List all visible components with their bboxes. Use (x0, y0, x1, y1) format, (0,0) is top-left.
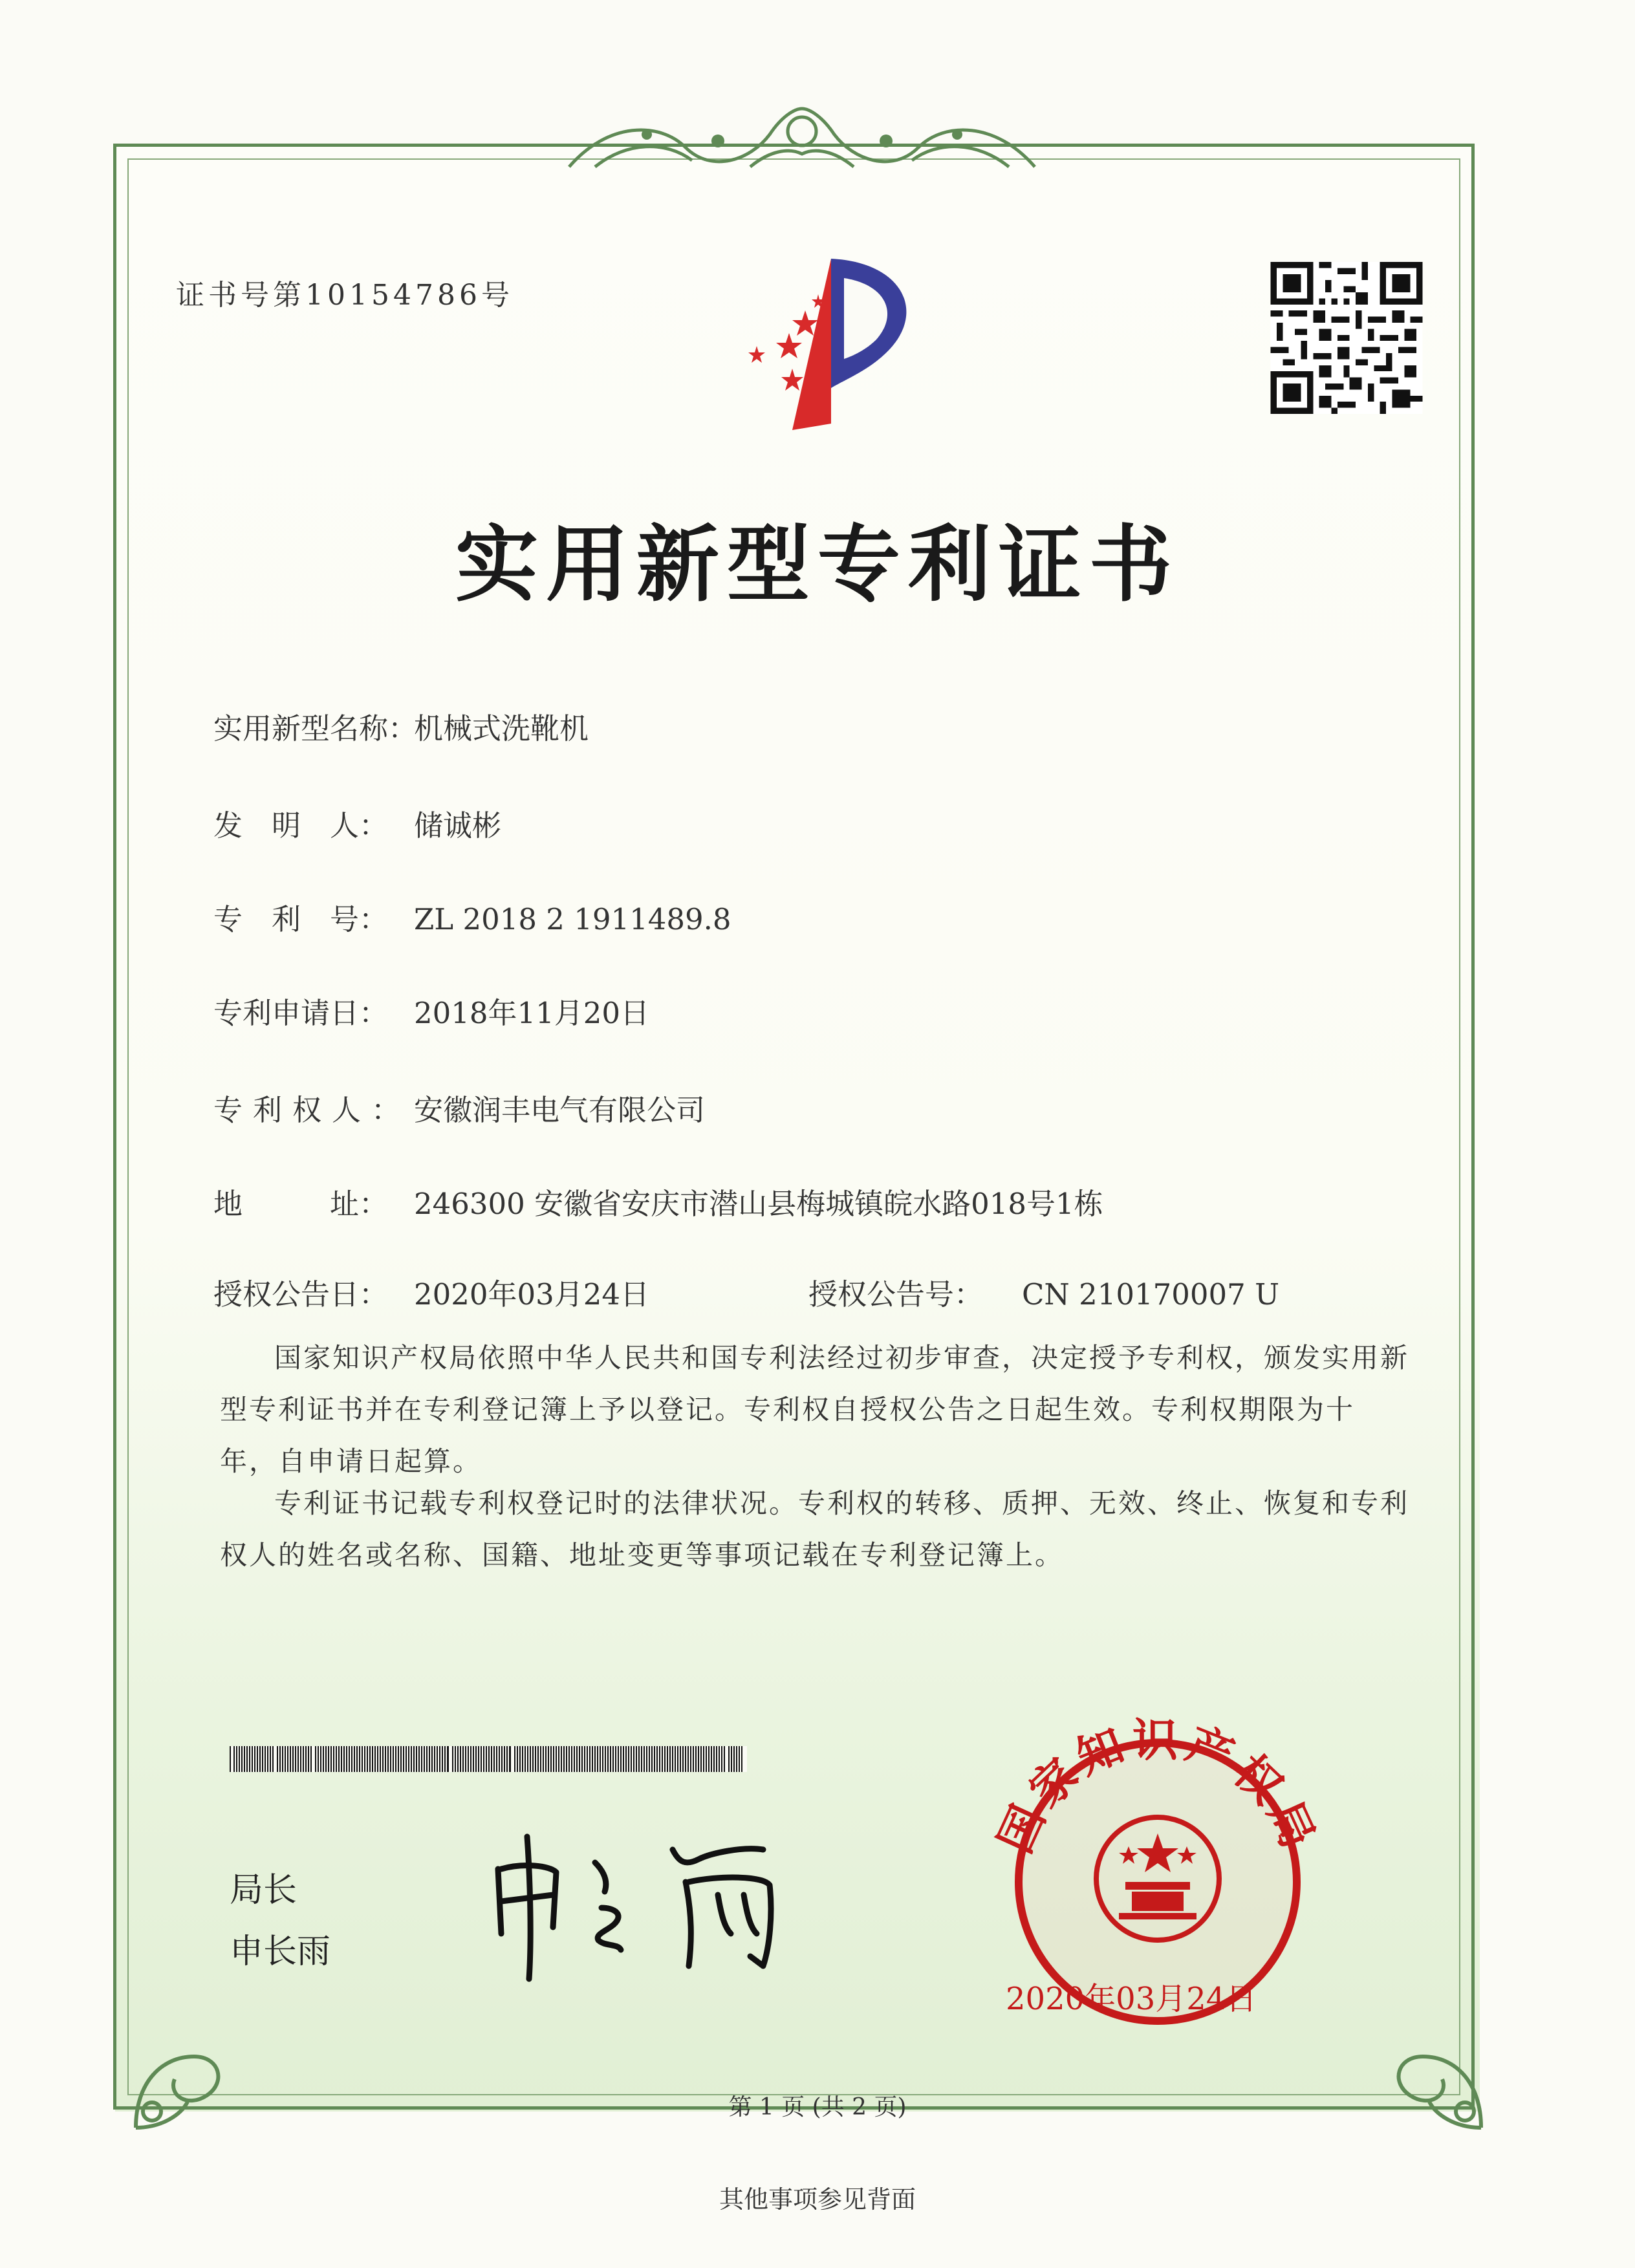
field-utility-model-name (213, 705, 589, 747)
cnipa-logo (679, 249, 925, 437)
seal-date: 2020年03月24日 (1006, 1981, 1257, 2017)
director-title: 局长 (230, 1871, 298, 1910)
field-value: 机械式洗靴机 (414, 711, 589, 746)
field-value: 安徽润丰电气有限公司 (414, 1093, 706, 1127)
field-label: 授权公告日： (213, 1277, 389, 1312)
certificate-number: 证书号第10154786号 (176, 279, 514, 312)
field-inventor (213, 802, 501, 844)
top-ornament (556, 96, 1048, 180)
page-indicator: 第 1 页 (共 2 页) (728, 2094, 907, 2121)
corner-ornament-right (1384, 2031, 1494, 2141)
field-label: 专利权人： (213, 1093, 411, 1127)
body-paragraph-1: 国家知识产权局依照中华人民共和国专利法经过初步审查，决定授予专利权，颁发实用新型专利证书并在专利登记簿上予以登记。专利权自授权公告之日起生效。专利权期限为十年，自申请日起算。 (220, 1342, 1410, 1477)
field-patent-number (213, 896, 731, 938)
field-label: 实用新型名称： (213, 711, 418, 746)
field-address (213, 1180, 1103, 1222)
field-value: 2018年11月20日 (414, 996, 650, 1030)
back-note: 其他事项参见背面 (719, 2185, 916, 2214)
qr-code (1270, 262, 1424, 414)
field-label: 专利申请日： (213, 996, 389, 1030)
field-value: 246300 安徽省安庆市潜山县梅城镇皖水路018号1栋 (414, 1187, 1103, 1221)
director-signature (485, 1811, 847, 1992)
field-label: 地 址： (213, 1187, 389, 1221)
corner-ornament-left (123, 2031, 233, 2141)
field-grant-number (808, 1271, 1279, 1313)
body-paragraph-2: 专利证书记载专利权登记时的法律状况。专利权的转移、质押、无效、终止、恢复和专利权人的姓名或名称、国籍、地址变更等事项记载在专利登记簿上。 (220, 1487, 1410, 1571)
field-label: 发 明 人： (213, 808, 389, 843)
field-value: 2020年03月24日 (414, 1277, 650, 1312)
field-value: CN 210170007 U (1022, 1277, 1280, 1312)
barcode (230, 1746, 747, 1772)
field-label: 授权公告号： (808, 1277, 984, 1312)
field-value: ZL 2018 2 1911489.8 (414, 902, 731, 936)
field-patentee (213, 1086, 705, 1129)
director-name: 申长雨 (230, 1932, 331, 1971)
certificate-title: 实用新型专利证书 (455, 516, 1180, 613)
seal-text: 国家知识产权局 (988, 1714, 1327, 1861)
field-filing-date (213, 989, 649, 1031)
field-value: 储诚彬 (414, 808, 502, 843)
field-grant-date (213, 1271, 649, 1313)
field-label: 专 利 号： (213, 902, 389, 936)
